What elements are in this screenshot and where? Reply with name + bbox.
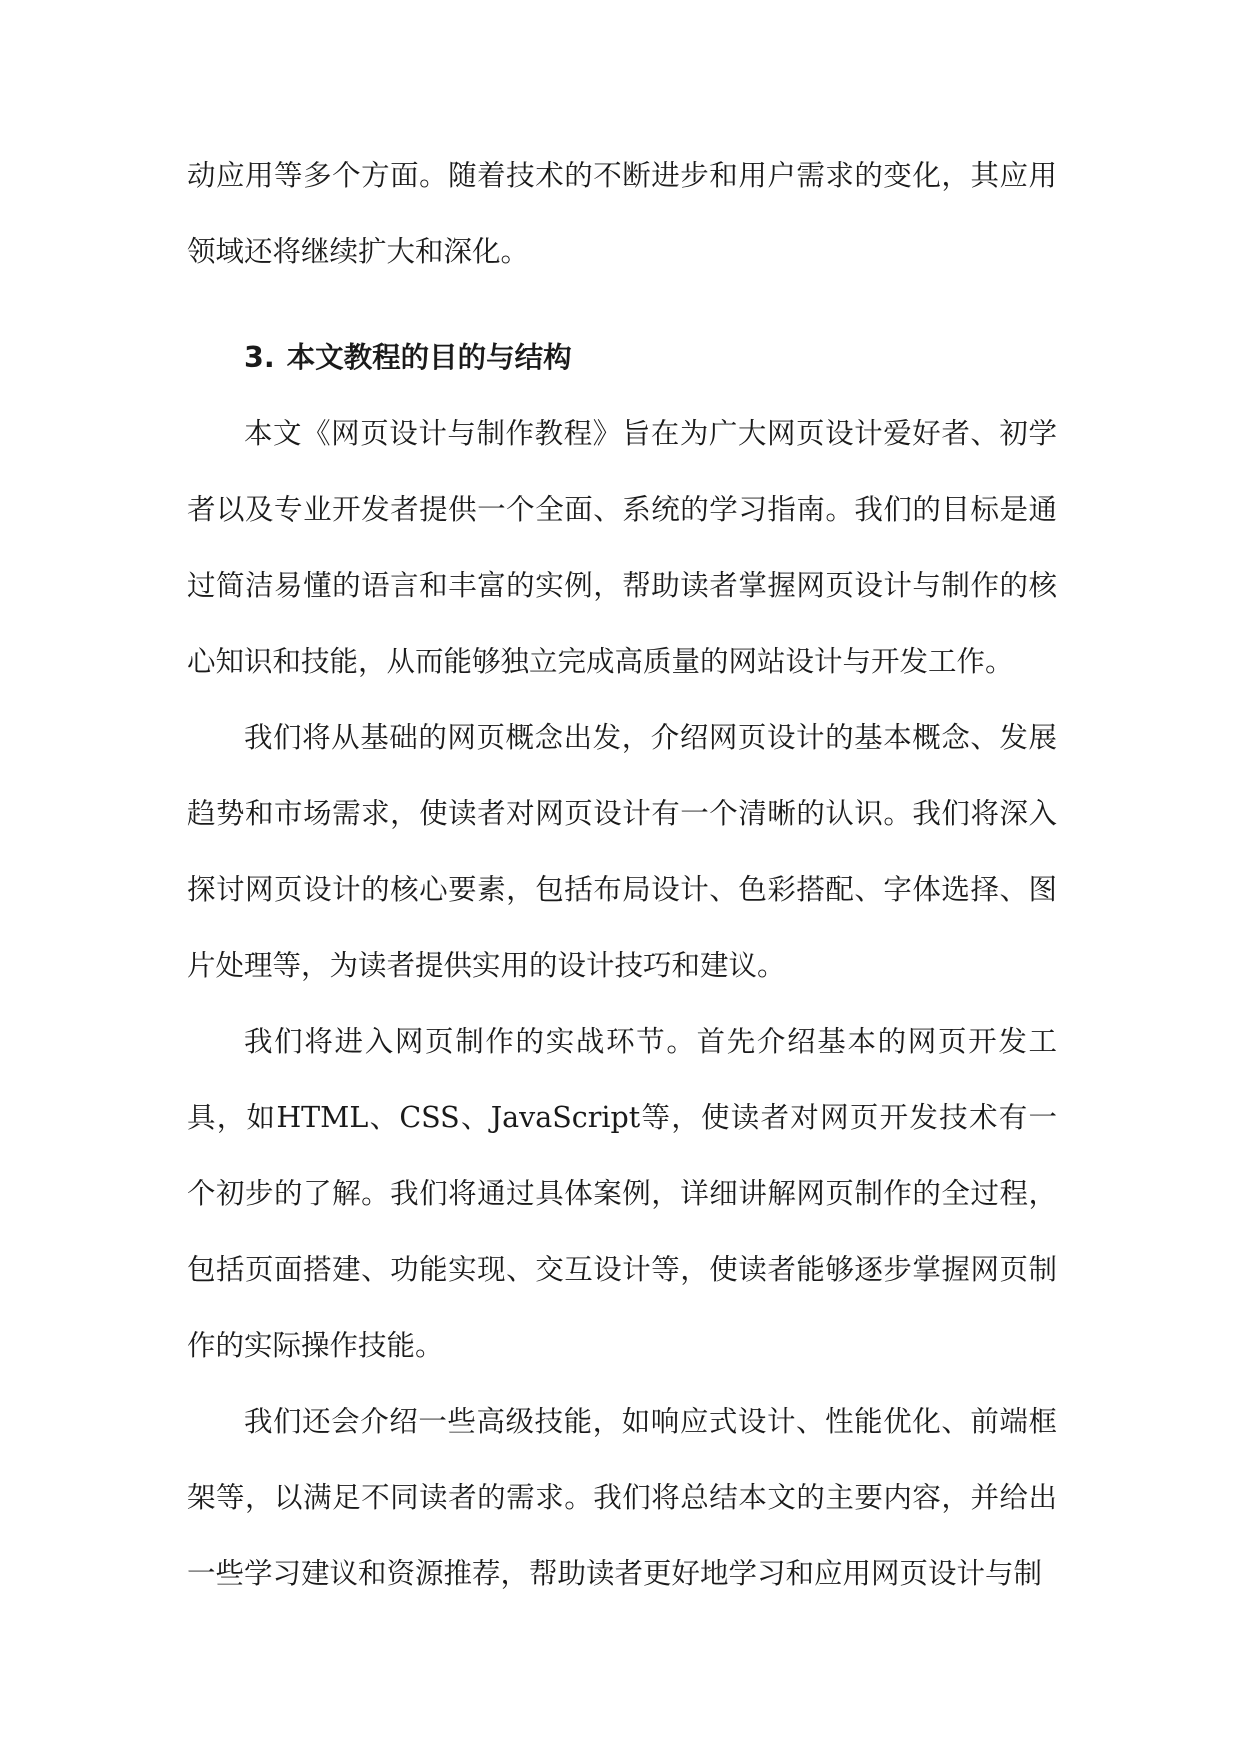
document-page bbox=[187, 138, 1057, 1612]
body-paragraph: 我们还会介绍一些高级技能，如响应式设计、性能优化、前端框架等，以满足不同读者的需求。我们将总结本文的主要内容，并给出一些学习建议和资源推荐，帮助读者更好地学习和应用网页设计与制 bbox=[187, 1405, 1057, 1590]
body-paragraph: 本文《网页设计与制作教程》旨在为广大网页设计爱好者、初学者以及专业开发者提供一个全面、系统的学习指南。我们的目标是通过简洁易懂的语言和丰富的实例，帮助读者掌握网页设计与制作的核心知识和技能，从而能够独立完成高质量的网站设计与开发工作。 bbox=[187, 417, 1057, 678]
body-paragraph: 我们将从基础的网页概念出发，介绍网页设计的基本概念、发展趋势和市场需求，使读者对网页设计有一个清晰的认识。我们将深入探讨网页设计的核心要素，包括布局设计、色彩搭配、字体选择、图片处理等，为读者提供实用的设计技巧和建议。 bbox=[187, 721, 1057, 982]
section-heading bbox=[187, 320, 1057, 396]
section-title: 本文教程的目的与结构 bbox=[286, 341, 572, 374]
body-paragraph: 我们将进入网页制作的实战环节。首先介绍基本的网页开发工具，如HTML、CSS、JavaScript等，使读者对网页开发技术有一个初步的了解。我们将通过具体案例，详细讲解网页制作的全过程，包括页面搭建、功能实现、交互设计等，使读者能够逐步掌握网页制作的实际操作技能。 bbox=[187, 1025, 1057, 1362]
section-number: 3. bbox=[244, 341, 275, 374]
continuation-paragraph: 动应用等多个方面。随着技术的不断进步和用户需求的变化，其应用领域还将继续扩大和深化。 bbox=[187, 159, 1057, 268]
